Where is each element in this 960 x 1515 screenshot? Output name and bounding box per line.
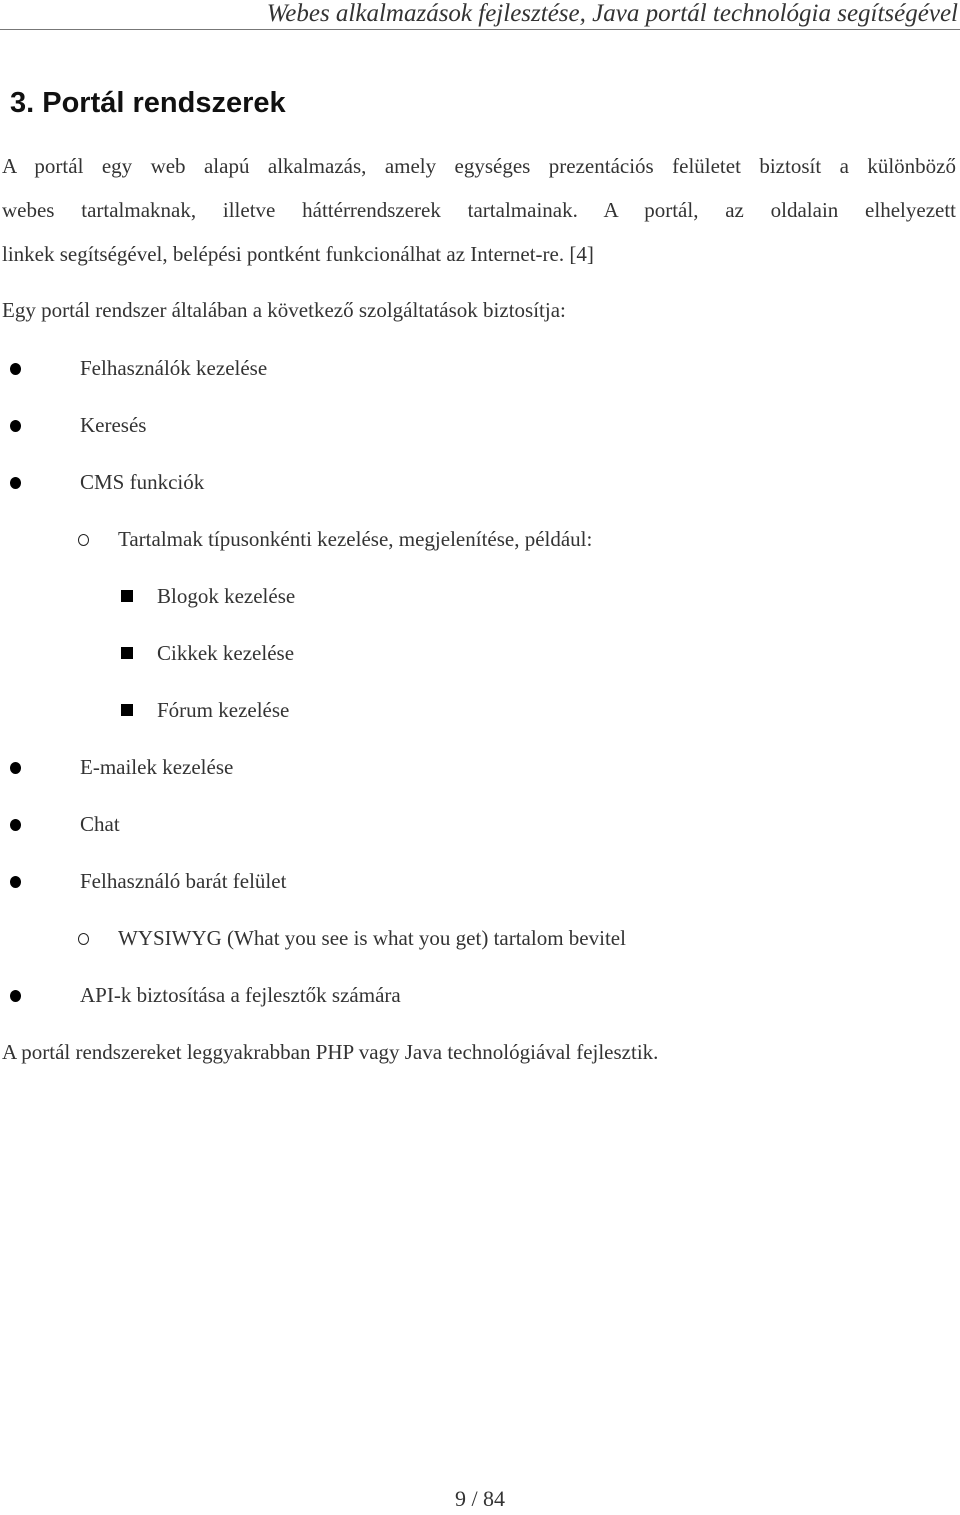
list-item-text: Blogok kezelése <box>157 584 296 608</box>
list-item <box>0 350 960 407</box>
square-bullet-icon <box>121 590 133 602</box>
list-item <box>0 692 960 749</box>
list-item-text: E-mailek kezelése <box>80 755 234 779</box>
services-lead-paragraph: Egy portál rendszer általában a következő szolgáltatások biztosítja: <box>2 298 566 322</box>
list-item-text: CMS funkciók <box>80 470 205 494</box>
dot-bullet-icon <box>10 876 21 888</box>
list-item-text: Tartalmak típusonkénti kezelése, megjelenítése, például: <box>118 527 593 551</box>
dot-bullet-icon <box>10 762 21 774</box>
dot-bullet-icon <box>10 990 21 1002</box>
list-item <box>0 977 960 1034</box>
intro-paragraph <box>2 144 956 276</box>
dot-bullet-icon <box>10 363 21 375</box>
dot-bullet-icon <box>10 420 21 432</box>
list-item-text: Keresés <box>80 413 147 437</box>
list-item <box>0 407 960 464</box>
header-rule <box>0 29 960 30</box>
circle-bullet-icon <box>78 534 89 546</box>
list-item <box>0 920 960 977</box>
square-bullet-icon <box>121 647 133 659</box>
intro-line: webes tartalmaknak, illetve háttérrendszerek tartalmainak. A portál, az oldalain elhelyezett <box>2 198 956 222</box>
list-item-text: Fórum kezelése <box>157 698 290 722</box>
list-item-text: API-k biztosítása a fejlesztők számára <box>80 983 401 1007</box>
closing-paragraph: A portál rendszereket leggyakrabban PHP vagy Java technológiával fejlesztik. <box>2 1040 659 1064</box>
square-bullet-icon <box>121 704 133 716</box>
list-item <box>0 863 960 920</box>
page-header <box>0 0 960 30</box>
intro-line: linkek segítségével, belépési pontként funkcionálhat az Internet-re. [4] <box>2 242 594 266</box>
list-item <box>0 635 960 692</box>
list-item-text: WYSIWYG (What you see is what you get) tartalom bevitel <box>118 926 626 950</box>
list-item <box>0 464 960 521</box>
list-item <box>0 749 960 806</box>
list-item-text: Felhasználó barát felület <box>80 869 287 893</box>
circle-bullet-icon <box>78 933 89 945</box>
list-item <box>0 578 960 635</box>
list-item-text: Felhasználók kezelése <box>80 356 268 380</box>
list-item <box>0 806 960 863</box>
list-item-text: Cikkek kezelése <box>157 641 295 665</box>
section-heading: 3. Portál rendszerek <box>10 87 286 119</box>
list-item-text: Chat <box>80 812 120 836</box>
list-item <box>0 521 960 578</box>
services-list <box>0 350 960 1034</box>
dot-bullet-icon <box>10 819 21 831</box>
intro-line: A portál egy web alapú alkalmazás, amely egységes prezentációs felületet biztosít a különböző <box>2 154 956 178</box>
running-header-title: Webes alkalmazások fejlesztése, Java portál technológia segítségével <box>266 0 958 27</box>
page-number: 9 / 84 <box>454 1486 506 1511</box>
dot-bullet-icon <box>10 477 21 489</box>
